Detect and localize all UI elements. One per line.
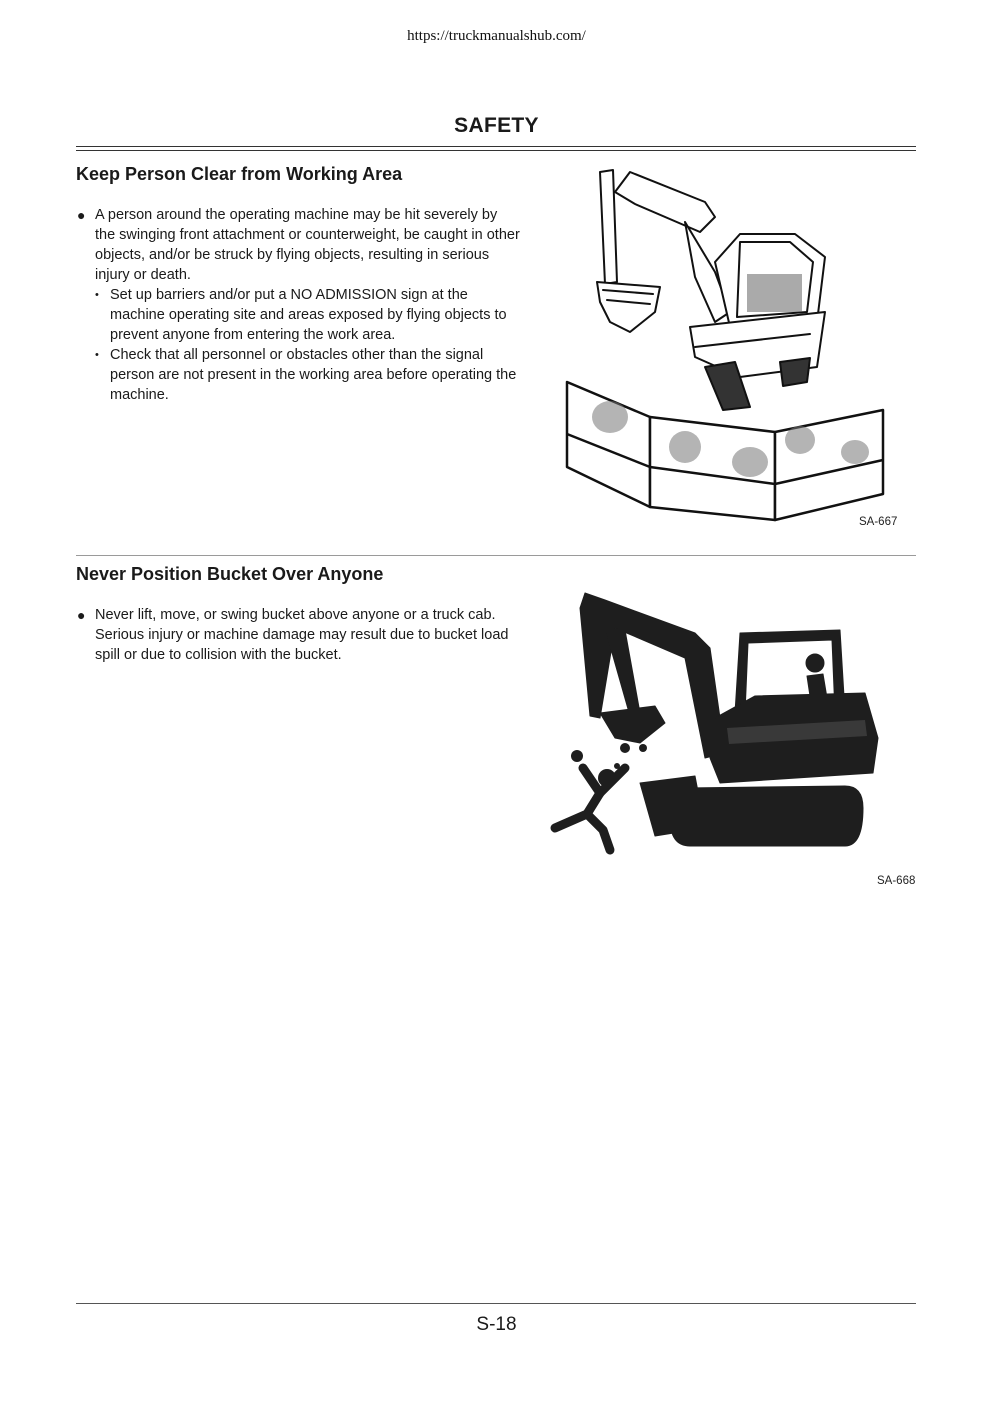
page-number: S-18 bbox=[476, 1314, 517, 1335]
figure-code-sa668: SA-668 bbox=[877, 875, 916, 887]
sub-bullet-icon: • bbox=[95, 289, 99, 301]
section-body-working-area bbox=[76, 205, 521, 405]
bullet-dot-icon: ● bbox=[77, 207, 86, 223]
bullet-continuation bbox=[76, 625, 521, 665]
footer-rule bbox=[76, 1303, 916, 1304]
figure-code-sa667: SA-667 bbox=[859, 516, 898, 528]
section-heading-working-area: Keep Person Clear from Working Area bbox=[76, 164, 403, 184]
title-rule-upper bbox=[76, 146, 916, 147]
source-url: https://truckmanualshub.com/ bbox=[407, 28, 586, 44]
section-body-bucket bbox=[76, 605, 521, 665]
continuation-text: Serious injury or machine damage may result due to bucket load spill or due to collision with the bucket. bbox=[95, 627, 509, 663]
sub-bullet-icon: • bbox=[95, 349, 99, 361]
section-divider bbox=[76, 555, 916, 556]
sub-item bbox=[76, 345, 521, 405]
bullet-text: A person around the operating machine may be hit severely by the swinging front attachment or counterweight, be caught in other objects, and/or be struck by flying objects, resulting in serious injury or death. bbox=[95, 207, 520, 283]
bullet-item bbox=[76, 605, 521, 625]
bullet-item bbox=[76, 205, 521, 285]
sub-item-text: Check that all personnel or obstacles other than the signal person are not present in the working area before operating the machine. bbox=[110, 347, 517, 403]
excavator-barrier-illustration bbox=[555, 162, 898, 528]
bullet-text: Never lift, move, or swing bucket above anyone or a truck cab. bbox=[95, 607, 496, 623]
sub-item bbox=[76, 285, 521, 345]
title-rule-lower bbox=[76, 150, 916, 151]
bucket-over-person-illustration bbox=[545, 588, 885, 863]
sub-item-text: Set up barriers and/or put a NO ADMISSION sign at the machine operating site and areas exposed by flying objects to prevent anyone from entering the work area. bbox=[110, 287, 507, 343]
section-heading-bucket: Never Position Bucket Over Anyone bbox=[76, 564, 384, 584]
bullet-dot-icon: ● bbox=[77, 607, 86, 623]
page-title: SAFETY bbox=[454, 114, 539, 137]
